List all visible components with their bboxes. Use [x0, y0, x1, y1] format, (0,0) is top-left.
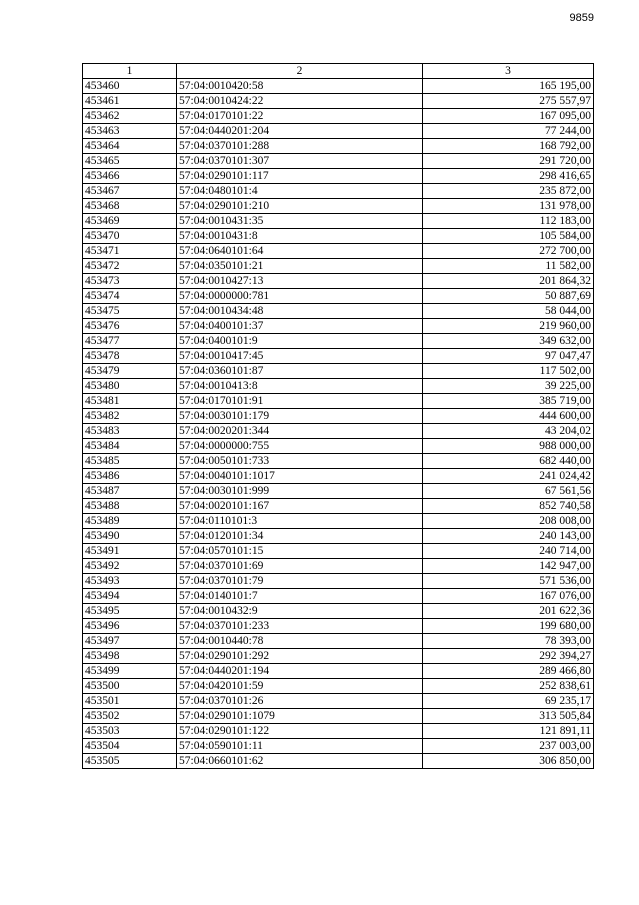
row-number-cell: 453492 [83, 559, 177, 574]
row-number-cell: 453479 [83, 364, 177, 379]
cadastral-number-cell: 57:04:0020201:344 [177, 424, 423, 439]
amount-cell: 235 872,00 [423, 184, 594, 199]
table-row [83, 604, 594, 619]
table-row [83, 739, 594, 754]
row-number-cell: 453495 [83, 604, 177, 619]
row-number-cell: 453460 [83, 79, 177, 94]
table-row [83, 169, 594, 184]
row-number-cell: 453500 [83, 679, 177, 694]
row-number-cell: 453498 [83, 649, 177, 664]
amount-cell: 444 600,00 [423, 409, 594, 424]
cadastral-number-cell: 57:04:0010424:22 [177, 94, 423, 109]
table-header-row [83, 64, 594, 79]
row-number-cell: 453484 [83, 439, 177, 454]
row-number-cell: 453489 [83, 514, 177, 529]
cadastral-number-cell: 57:04:0400101:9 [177, 334, 423, 349]
table-row [83, 139, 594, 154]
table-row [83, 259, 594, 274]
table-row [83, 694, 594, 709]
row-number-cell: 453470 [83, 229, 177, 244]
row-number-cell: 453504 [83, 739, 177, 754]
table-row [83, 364, 594, 379]
records-table [82, 63, 594, 769]
amount-cell: 58 044,00 [423, 304, 594, 319]
cadastral-number-cell: 57:04:0010427:13 [177, 274, 423, 289]
amount-cell: 199 680,00 [423, 619, 594, 634]
table-row [83, 634, 594, 649]
row-number-cell: 453465 [83, 154, 177, 169]
table-row [83, 244, 594, 259]
amount-cell: 219 960,00 [423, 319, 594, 334]
table-row [83, 289, 594, 304]
cadastral-number-cell: 57:04:0010413:8 [177, 379, 423, 394]
table-row [83, 559, 594, 574]
table-row [83, 589, 594, 604]
amount-cell: 292 394,27 [423, 649, 594, 664]
amount-cell: 291 720,00 [423, 154, 594, 169]
amount-cell: 275 557,97 [423, 94, 594, 109]
table-row [83, 229, 594, 244]
amount-cell: 852 740,58 [423, 499, 594, 514]
cadastral-number-cell: 57:04:0020101:167 [177, 499, 423, 514]
row-number-cell: 453499 [83, 664, 177, 679]
row-number-cell: 453482 [83, 409, 177, 424]
amount-cell: 289 466,80 [423, 664, 594, 679]
row-number-cell: 453467 [83, 184, 177, 199]
cadastral-number-cell: 57:04:0170101:22 [177, 109, 423, 124]
table-row [83, 184, 594, 199]
cadastral-number-cell: 57:04:0010432:9 [177, 604, 423, 619]
cadastral-number-cell: 57:04:0570101:15 [177, 544, 423, 559]
cadastral-number-cell: 57:04:0640101:64 [177, 244, 423, 259]
row-number-cell: 453468 [83, 199, 177, 214]
cadastral-number-cell: 57:04:0370101:288 [177, 139, 423, 154]
row-number-cell: 453476 [83, 319, 177, 334]
row-number-cell: 453464 [83, 139, 177, 154]
table-row [83, 664, 594, 679]
amount-cell: 117 502,00 [423, 364, 594, 379]
amount-cell: 988 000,00 [423, 439, 594, 454]
row-number-cell: 453491 [83, 544, 177, 559]
cadastral-number-cell: 57:04:0370101:79 [177, 574, 423, 589]
cadastral-number-cell: 57:04:0660101:62 [177, 754, 423, 769]
cadastral-number-cell: 57:04:0010431:8 [177, 229, 423, 244]
cadastral-number-cell: 57:04:0290101:122 [177, 724, 423, 739]
row-number-cell: 453502 [83, 709, 177, 724]
row-number-cell: 453471 [83, 244, 177, 259]
cadastral-number-cell: 57:04:0290101:292 [177, 649, 423, 664]
amount-cell: 43 204,02 [423, 424, 594, 439]
amount-cell: 97 047,47 [423, 349, 594, 364]
table-row [83, 529, 594, 544]
row-number-cell: 453501 [83, 694, 177, 709]
table-row [83, 469, 594, 484]
amount-cell: 201 864,32 [423, 274, 594, 289]
cadastral-number-cell: 57:04:0040101:1017 [177, 469, 423, 484]
column-header-1: 1 [83, 64, 177, 79]
amount-cell: 571 536,00 [423, 574, 594, 589]
cadastral-number-cell: 57:04:0000000:781 [177, 289, 423, 304]
table-row [83, 514, 594, 529]
row-number-cell: 453477 [83, 334, 177, 349]
table-row [83, 574, 594, 589]
amount-cell: 121 891,11 [423, 724, 594, 739]
row-number-cell: 453488 [83, 499, 177, 514]
table-row [83, 409, 594, 424]
amount-cell: 165 195,00 [423, 79, 594, 94]
row-number-cell: 453480 [83, 379, 177, 394]
cadastral-number-cell: 57:04:0050101:733 [177, 454, 423, 469]
amount-cell: 298 416,65 [423, 169, 594, 184]
amount-cell: 167 095,00 [423, 109, 594, 124]
table-row [83, 499, 594, 514]
amount-cell: 252 838,61 [423, 679, 594, 694]
row-number-cell: 453462 [83, 109, 177, 124]
row-number-cell: 453490 [83, 529, 177, 544]
table-row [83, 424, 594, 439]
table-row [83, 454, 594, 469]
cadastral-number-cell: 57:04:0010417:45 [177, 349, 423, 364]
table-row [83, 349, 594, 364]
amount-cell: 682 440,00 [423, 454, 594, 469]
table-row [83, 214, 594, 229]
table-row [83, 709, 594, 724]
table-row [83, 394, 594, 409]
row-number-cell: 453474 [83, 289, 177, 304]
row-number-cell: 453505 [83, 754, 177, 769]
cadastral-number-cell: 57:04:0120101:34 [177, 529, 423, 544]
row-number-cell: 453478 [83, 349, 177, 364]
row-number-cell: 453493 [83, 574, 177, 589]
page-number: 9859 [569, 12, 594, 24]
table-row [83, 109, 594, 124]
table-row [83, 724, 594, 739]
cadastral-number-cell: 57:04:0480101:4 [177, 184, 423, 199]
cadastral-number-cell: 57:04:0010420:58 [177, 79, 423, 94]
amount-cell: 385 719,00 [423, 394, 594, 409]
row-number-cell: 453469 [83, 214, 177, 229]
row-number-cell: 453473 [83, 274, 177, 289]
row-number-cell: 453494 [83, 589, 177, 604]
table-row [83, 154, 594, 169]
amount-cell: 50 887,69 [423, 289, 594, 304]
row-number-cell: 453503 [83, 724, 177, 739]
cadastral-number-cell: 57:04:0030101:179 [177, 409, 423, 424]
cadastral-number-cell: 57:04:0370101:307 [177, 154, 423, 169]
cadastral-number-cell: 57:04:0440201:194 [177, 664, 423, 679]
table-body [83, 79, 594, 769]
cadastral-number-cell: 57:04:0590101:11 [177, 739, 423, 754]
cadastral-number-cell: 57:04:0370101:233 [177, 619, 423, 634]
amount-cell: 105 584,00 [423, 229, 594, 244]
table-row [83, 304, 594, 319]
table-row [83, 619, 594, 634]
cadastral-number-cell: 57:04:0010431:35 [177, 214, 423, 229]
row-number-cell: 453466 [83, 169, 177, 184]
table-row [83, 754, 594, 769]
cadastral-number-cell: 57:04:0350101:21 [177, 259, 423, 274]
table-row [83, 679, 594, 694]
amount-cell: 240 714,00 [423, 544, 594, 559]
amount-cell: 167 076,00 [423, 589, 594, 604]
cadastral-number-cell: 57:04:0290101:1079 [177, 709, 423, 724]
cadastral-number-cell: 57:04:0000000:755 [177, 439, 423, 454]
table-row [83, 319, 594, 334]
amount-cell: 306 850,00 [423, 754, 594, 769]
amount-cell: 39 225,00 [423, 379, 594, 394]
cadastral-number-cell: 57:04:0030101:999 [177, 484, 423, 499]
amount-cell: 201 622,36 [423, 604, 594, 619]
amount-cell: 77 244,00 [423, 124, 594, 139]
row-number-cell: 453485 [83, 454, 177, 469]
row-number-cell: 453475 [83, 304, 177, 319]
cadastral-number-cell: 57:04:0290101:210 [177, 199, 423, 214]
table-row [83, 484, 594, 499]
cadastral-number-cell: 57:04:0440201:204 [177, 124, 423, 139]
row-number-cell: 453497 [83, 634, 177, 649]
amount-cell: 272 700,00 [423, 244, 594, 259]
amount-cell: 142 947,00 [423, 559, 594, 574]
column-header-2: 2 [177, 64, 423, 79]
amount-cell: 208 008,00 [423, 514, 594, 529]
amount-cell: 349 632,00 [423, 334, 594, 349]
cadastral-number-cell: 57:04:0370101:26 [177, 694, 423, 709]
table-row [83, 199, 594, 214]
amount-cell: 168 792,00 [423, 139, 594, 154]
cadastral-number-cell: 57:04:0010434:48 [177, 304, 423, 319]
amount-cell: 237 003,00 [423, 739, 594, 754]
amount-cell: 241 024,42 [423, 469, 594, 484]
column-header-3: 3 [423, 64, 594, 79]
amount-cell: 78 393,00 [423, 634, 594, 649]
cadastral-number-cell: 57:04:0420101:59 [177, 679, 423, 694]
cadastral-number-cell: 57:04:0140101:7 [177, 589, 423, 604]
cadastral-number-cell: 57:04:0400101:37 [177, 319, 423, 334]
table-row [83, 274, 594, 289]
amount-cell: 67 561,56 [423, 484, 594, 499]
row-number-cell: 453496 [83, 619, 177, 634]
row-number-cell: 453481 [83, 394, 177, 409]
amount-cell: 240 143,00 [423, 529, 594, 544]
table-row [83, 379, 594, 394]
row-number-cell: 453472 [83, 259, 177, 274]
amount-cell: 131 978,00 [423, 199, 594, 214]
cadastral-number-cell: 57:04:0110101:3 [177, 514, 423, 529]
row-number-cell: 453486 [83, 469, 177, 484]
cadastral-number-cell: 57:04:0170101:91 [177, 394, 423, 409]
table-row [83, 334, 594, 349]
table-row [83, 124, 594, 139]
table-row [83, 544, 594, 559]
table-row [83, 79, 594, 94]
cadastral-number-cell: 57:04:0360101:87 [177, 364, 423, 379]
table-row [83, 439, 594, 454]
table-row [83, 649, 594, 664]
cadastral-number-cell: 57:04:0290101:117 [177, 169, 423, 184]
row-number-cell: 453461 [83, 94, 177, 109]
cadastral-number-cell: 57:04:0010440:78 [177, 634, 423, 649]
amount-cell: 313 505,84 [423, 709, 594, 724]
amount-cell: 112 183,00 [423, 214, 594, 229]
table-row [83, 94, 594, 109]
row-number-cell: 453463 [83, 124, 177, 139]
row-number-cell: 453483 [83, 424, 177, 439]
amount-cell: 11 582,00 [423, 259, 594, 274]
cadastral-number-cell: 57:04:0370101:69 [177, 559, 423, 574]
row-number-cell: 453487 [83, 484, 177, 499]
amount-cell: 69 235,17 [423, 694, 594, 709]
